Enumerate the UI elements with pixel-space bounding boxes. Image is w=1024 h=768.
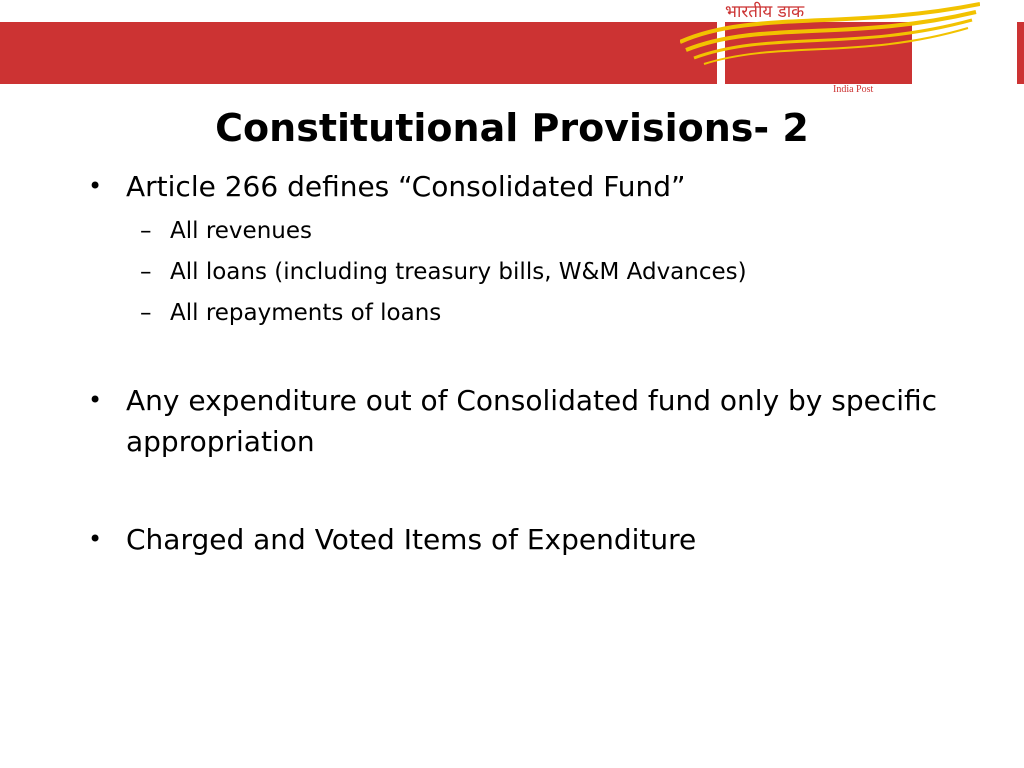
bullet-item xyxy=(88,380,948,462)
sub-item xyxy=(140,257,960,287)
bullet-text: Charged and Voted Items of Expenditure xyxy=(126,523,697,556)
bullet-text: Any expenditure out of Consolidated fund only by specific appropriation xyxy=(126,384,938,458)
sub-text: All loans (including treasury bills, W&M Advances) xyxy=(170,259,747,285)
india-post-logo xyxy=(717,0,1017,100)
sub-marker: – xyxy=(140,218,152,244)
logo-hindi-text: भारतीय डाक xyxy=(725,2,805,22)
bullet-item xyxy=(88,166,948,207)
sub-item xyxy=(140,216,960,246)
bullet-text: Article 266 defines “Consolidated Fund” xyxy=(126,170,686,203)
bullet-item xyxy=(88,519,948,560)
bullet-marker: • xyxy=(88,172,103,200)
sub-text: All revenues xyxy=(170,218,312,244)
sub-marker: – xyxy=(140,259,152,285)
bullet-marker: • xyxy=(88,386,103,414)
sub-marker: – xyxy=(140,300,152,326)
sub-text: All repayments of loans xyxy=(170,300,442,326)
logo-english-text: India Post xyxy=(833,84,874,95)
slide-title: Constitutional Provisions- 2 xyxy=(215,106,809,150)
sub-item xyxy=(140,298,960,328)
bullet-marker: • xyxy=(88,525,103,553)
